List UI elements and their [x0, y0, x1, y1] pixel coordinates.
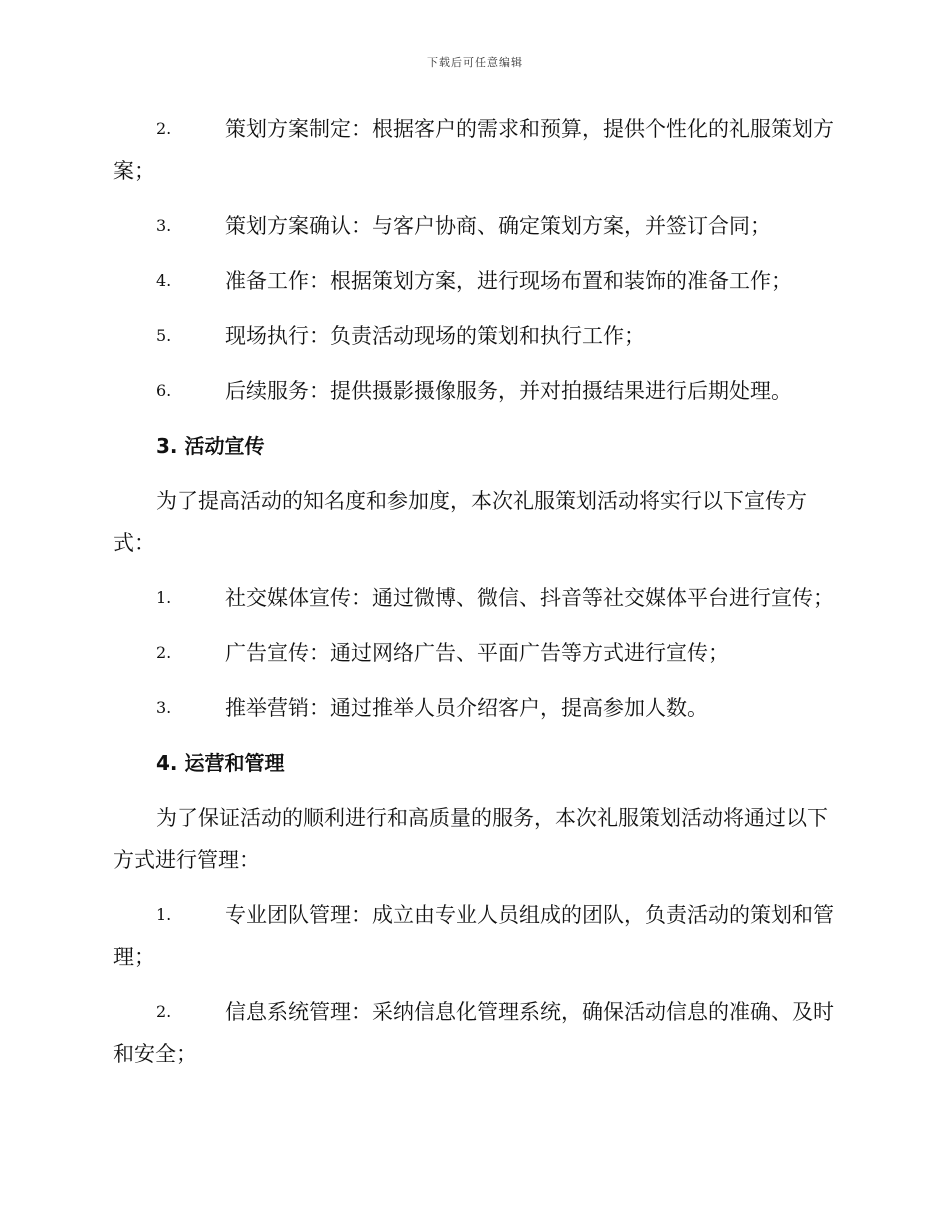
section-intro-promotion: 为了提高活动的知名度和参加度，本次礼服策划活动将实行以下宣传方式： — [113, 489, 807, 555]
list-text: 现场执行：负责活动现场的策划和执行工作； — [225, 324, 645, 348]
list-text: 策划方案制定：根据客户的需求和预算，提供个性化的礼服策划方案； — [113, 117, 834, 183]
list-number: 4. — [156, 271, 172, 290]
list-item — [113, 315, 835, 357]
list-text: 后续服务：提供摄影摄像服务，并对拍摄结果进行后期处理。 — [225, 379, 792, 403]
list-item — [113, 894, 835, 978]
list-text: 社交媒体宣传：通过微博、微信、抖音等社交媒体平台进行宣传； — [225, 586, 834, 610]
list-item — [113, 108, 835, 192]
list-number: 3. — [156, 698, 172, 717]
document-body — [113, 108, 835, 1088]
list-item — [113, 991, 835, 1075]
list-text: 信息系统管理：采纳信息化管理系统，确保活动信息的准确、及时和安全； — [113, 1000, 834, 1066]
list-item — [113, 632, 835, 674]
list-number: 1. — [156, 905, 172, 924]
list-number: 2. — [156, 643, 172, 662]
list-text: 专业团队管理：成立由专业人员组成的团队，负责活动的策划和管理； — [113, 903, 834, 969]
list-number: 2. — [156, 1002, 172, 1021]
list-number: 1. — [156, 588, 172, 607]
list-number: 6. — [156, 381, 172, 400]
list-text: 广告宣传：通过网络广告、平面广告等方式进行宣传； — [225, 641, 729, 665]
list-item — [113, 370, 835, 412]
page-header: 下载后可任意编辑 — [427, 56, 523, 69]
list-text: 策划方案确认：与客户协商、确定策划方案，并签订合同； — [225, 214, 771, 238]
list-number: 5. — [156, 326, 172, 345]
list-number: 2. — [156, 119, 172, 138]
section-intro-operation: 为了保证活动的顺利进行和高质量的服务，本次礼服策划活动将通过以下方式进行管理： — [113, 806, 828, 872]
section-heading-operation: 4. 运营和管理 — [156, 751, 285, 775]
list-item — [113, 205, 835, 247]
list-item — [113, 687, 835, 729]
list-item — [113, 260, 835, 302]
section-heading-promotion: 3. 活动宣传 — [156, 434, 265, 458]
list-item — [113, 577, 835, 619]
list-number: 3. — [156, 216, 172, 235]
list-text: 推举营销：通过推举人员介绍客户，提高参加人数。 — [225, 696, 708, 720]
list-text: 准备工作：根据策划方案，进行现场布置和装饰的准备工作； — [225, 269, 792, 293]
